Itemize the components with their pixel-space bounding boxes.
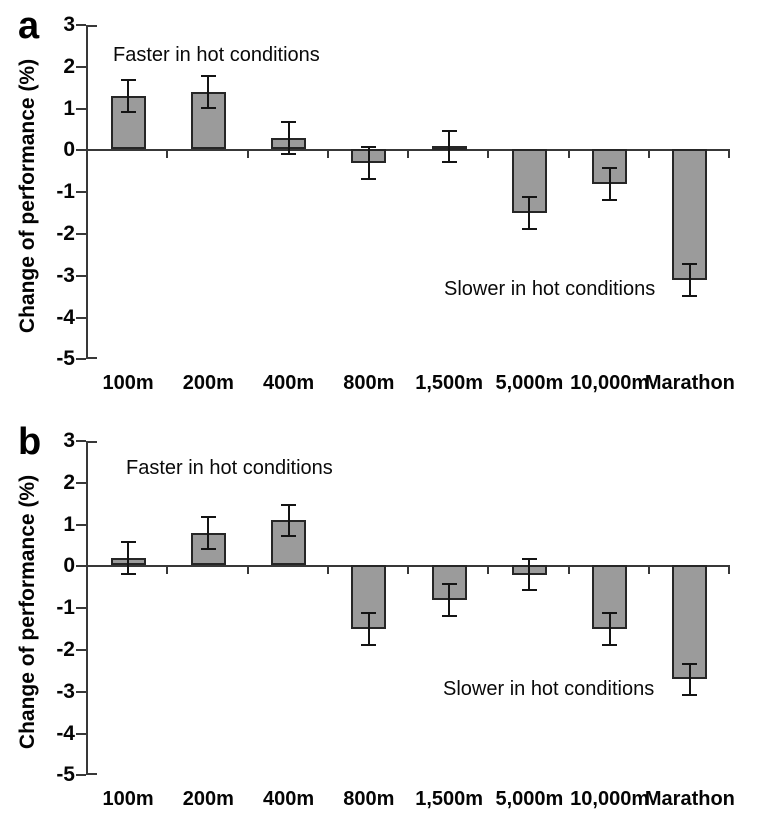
- y-axis-title-b: Change of performance (%): [16, 474, 39, 750]
- y-axis-endcap-top: [88, 441, 97, 443]
- y-tick: [76, 565, 86, 567]
- y-tick-label: -4: [56, 305, 75, 329]
- x-tick-label: 200m: [182, 788, 234, 810]
- y-tick: [76, 691, 86, 693]
- x-tick: [407, 151, 409, 158]
- error-bar-cap-top: [121, 79, 136, 81]
- y-tick-label: -3: [56, 263, 75, 287]
- y-tick: [76, 24, 86, 26]
- y-tick: [76, 482, 86, 484]
- error-bar-line: [207, 516, 209, 549]
- error-bar-cap-top: [682, 663, 697, 665]
- error-bar-cap-top: [121, 541, 136, 543]
- error-bar-cap-bottom: [602, 199, 617, 201]
- error-bar-cap-bottom: [682, 295, 697, 297]
- y-tick-label: 1: [63, 96, 75, 120]
- x-tick: [166, 567, 168, 574]
- annotation-faster: Faster in hot conditions: [113, 44, 320, 66]
- y-axis-endcap-bottom: [88, 357, 97, 359]
- x-tick-label: 5,000m: [495, 788, 564, 810]
- x-tick-label: 10,000m: [570, 788, 650, 810]
- error-bar-line: [448, 130, 450, 163]
- panel-label-b: b: [18, 421, 42, 463]
- y-tick-label: 2: [63, 54, 75, 78]
- x-tick-label: 100m: [102, 372, 154, 394]
- error-bar-cap-top: [442, 583, 457, 585]
- x-tick-label: 1,500m: [415, 788, 484, 810]
- x-tick: [166, 151, 168, 158]
- y-tick-label: -3: [56, 679, 75, 703]
- y-tick-label: -1: [56, 596, 75, 620]
- annotation-slower: Slower in hot conditions: [443, 678, 655, 700]
- x-tick-label: 100m: [102, 788, 154, 810]
- y-tick-label: 0: [63, 138, 75, 162]
- y-tick-label: -4: [56, 721, 75, 745]
- annotation-faster: Faster in hot conditions: [126, 457, 333, 479]
- y-axis-line: [86, 25, 88, 359]
- error-bar-line: [609, 167, 611, 200]
- y-tick-label: -5: [56, 347, 75, 371]
- y-tick-label: -5: [56, 763, 75, 787]
- y-tick: [76, 108, 86, 110]
- y-tick-label: 2: [63, 470, 75, 494]
- x-tick-label: 400m: [263, 788, 315, 810]
- x-tick: [247, 151, 249, 158]
- x-tick: [648, 567, 650, 574]
- error-bar-cap-bottom: [121, 111, 136, 113]
- y-tick: [76, 275, 86, 277]
- y-axis-endcap-top: [88, 25, 97, 27]
- x-tick: [728, 151, 730, 158]
- error-bar-cap-bottom: [281, 153, 296, 155]
- y-tick: [76, 733, 86, 735]
- panel-label-a: a: [18, 5, 40, 47]
- x-tick-label: 400m: [263, 372, 315, 394]
- y-tick: [76, 191, 86, 193]
- y-tick: [76, 607, 86, 609]
- y-axis-endcap-bottom: [88, 773, 97, 775]
- x-tick: [407, 567, 409, 574]
- error-bar-cap-bottom: [361, 178, 376, 180]
- y-tick: [76, 233, 86, 235]
- error-bar-cap-bottom: [361, 644, 376, 646]
- x-tick-label: 200m: [182, 372, 234, 394]
- y-tick-label: 0: [63, 554, 75, 578]
- x-tick: [327, 567, 329, 574]
- error-bar-cap-bottom: [281, 535, 296, 537]
- error-bar-line: [368, 146, 370, 179]
- annotation-slower: Slower in hot conditions: [444, 278, 656, 300]
- error-bar-cap-bottom: [121, 573, 136, 575]
- y-axis-title-a: Change of performance (%): [16, 58, 39, 334]
- error-bar-cap-top: [361, 146, 376, 148]
- chart-panel-b: [0, 416, 780, 832]
- x-tick-label: 1,500m: [415, 372, 484, 394]
- error-bar-cap-top: [442, 130, 457, 132]
- error-bar-cap-top: [602, 167, 617, 169]
- x-tick: [728, 567, 730, 574]
- error-bar-line: [689, 663, 691, 696]
- y-tick: [76, 66, 86, 68]
- error-bar-cap-bottom: [522, 228, 537, 230]
- error-bar-cap-bottom: [442, 615, 457, 617]
- error-bar-cap-top: [602, 612, 617, 614]
- error-bar-cap-top: [522, 196, 537, 198]
- error-bar-cap-bottom: [442, 161, 457, 163]
- x-tick-label: Marathon: [644, 372, 735, 394]
- x-tick: [568, 151, 570, 158]
- x-tick: [487, 151, 489, 158]
- error-bar-line: [127, 541, 129, 574]
- x-tick-label: 800m: [343, 372, 395, 394]
- plot-area-b: [0, 416, 780, 832]
- x-tick: [648, 151, 650, 158]
- error-bar-cap-top: [201, 75, 216, 77]
- error-bar-line: [448, 583, 450, 616]
- bar: [672, 149, 707, 280]
- y-tick-label: 3: [63, 13, 75, 36]
- x-tick: [568, 567, 570, 574]
- error-bar-cap-top: [522, 558, 537, 560]
- y-tick-label: 3: [63, 429, 75, 452]
- y-tick: [76, 317, 86, 319]
- y-tick: [76, 524, 86, 526]
- error-bar-cap-top: [201, 516, 216, 518]
- x-tick: [327, 151, 329, 158]
- y-tick: [76, 649, 86, 651]
- error-bar-cap-bottom: [682, 694, 697, 696]
- x-tick-label: 5,000m: [495, 372, 564, 394]
- error-bar-line: [207, 75, 209, 108]
- error-bar-line: [609, 612, 611, 645]
- y-tick: [76, 440, 86, 442]
- x-tick: [247, 567, 249, 574]
- x-axis-line: [88, 565, 730, 567]
- x-tick-label: Marathon: [644, 788, 735, 810]
- y-tick: [76, 149, 86, 151]
- error-bar-line: [528, 558, 530, 591]
- x-tick-label: 800m: [343, 788, 395, 810]
- y-axis-line: [86, 441, 88, 775]
- y-tick: [76, 774, 86, 776]
- x-axis-line: [88, 149, 730, 151]
- error-bar-cap-bottom: [201, 107, 216, 109]
- error-bar-line: [288, 121, 290, 154]
- y-tick-label: -2: [56, 222, 75, 245]
- error-bar-cap-bottom: [522, 589, 537, 591]
- x-tick: [487, 567, 489, 574]
- y-tick-label: -2: [56, 638, 75, 661]
- error-bar-line: [689, 263, 691, 296]
- error-bar-cap-bottom: [201, 548, 216, 550]
- y-tick-label: -1: [56, 180, 75, 204]
- error-bar-cap-top: [682, 263, 697, 265]
- error-bar-cap-top: [281, 504, 296, 506]
- error-bar-line: [528, 196, 530, 229]
- error-bar-cap-top: [361, 612, 376, 614]
- error-bar-line: [288, 504, 290, 537]
- error-bar-cap-bottom: [602, 644, 617, 646]
- error-bar-line: [368, 612, 370, 645]
- x-tick-label: 10,000m: [570, 372, 650, 394]
- y-tick: [76, 358, 86, 360]
- error-bar-line: [127, 79, 129, 112]
- error-bar-cap-top: [281, 121, 296, 123]
- y-tick-label: 1: [63, 512, 75, 536]
